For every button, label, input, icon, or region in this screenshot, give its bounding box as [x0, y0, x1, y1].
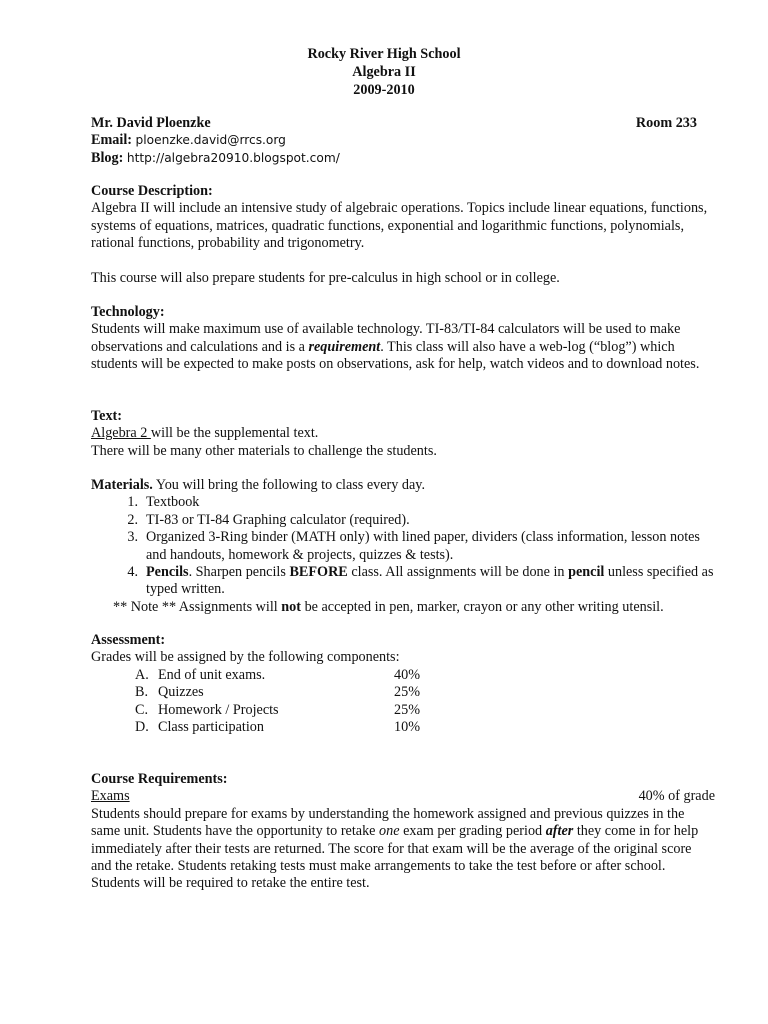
room-number: Room 233	[635, 115, 697, 131]
requirements-heading: Course Requirements:	[91, 771, 228, 787]
blog-link[interactable]: http://algebra20910.blogspot.com/	[126, 150, 340, 165]
materials-note: ** Note ** Assignments will not be accepted in pen, marker, crayon or any other writing utensil.	[113, 598, 664, 615]
list-item: 4. Pencils. Sharpen pencils BEFORE class. All assignments will be done in pencil unless specified as typed written.	[127, 564, 714, 598]
email-link[interactable]: ploenzke.david@rrcs.org	[135, 133, 286, 148]
book-title: Algebra 2	[91, 425, 151, 442]
materials-intro-line: Materials. You will bring the following to class every day.	[91, 477, 426, 493]
description-paragraph: Algebra II will include an intensive study of algebraic operations. Topics include linear equations, functions, systems of equations, matrices, quadratic functions, exponential and logarithmic functions, polynomials, rational functions, probability and trigonometry.	[91, 200, 708, 252]
list-item: 1. Textbook	[127, 494, 200, 511]
assessment-section	[91, 632, 721, 736]
requirement-emphasis: requirement	[308, 338, 381, 355]
description-heading: Course Description:	[91, 183, 213, 199]
document-header	[0, 45, 768, 99]
text-line-2: There will be many other materials to challenge the students.	[91, 442, 437, 459]
list-item: 2. TI-83 or TI-84 Graphing calculator (required).	[127, 511, 410, 528]
course-requirements	[91, 771, 715, 893]
teacher-info: Mr. David Ploenzke Room 233 Email: ploenzke.david@rrcs.org Blog: http://algebra20910.blogspot.com/	[91, 115, 697, 166]
materials-section	[91, 477, 721, 616]
course-description	[91, 183, 721, 287]
text-section	[91, 408, 721, 460]
grade-components	[135, 667, 721, 737]
precalc-paragraph: This course will also prepare students for pre-calculus in high school or in college.	[91, 269, 560, 286]
grade-row: C. Homework / Projects 25%	[135, 701, 421, 718]
grade-row: B. Quizzes 25%	[135, 684, 421, 701]
grade-row: A. End of unit exams. 40%	[135, 666, 421, 683]
course-title: Algebra II	[352, 64, 416, 80]
pencils-label: Pencils	[146, 564, 189, 581]
exams-paragraph: Students should prepare for exams by understanding the homework assigned and previous quizzes in the same unit. Students have the opportunity to retake one exam per grading period after they come in for help immediately after their tests are returned. The score for that exam will be the average of the original score and the retake. Students retaking tests must make arrangements to take the test before or after school. Students will be required to retake the entire test.	[91, 805, 699, 892]
technology-paragraph: Students will make maximum use of available technology. TI-83/TI-84 calculators will be used to make observations and calculations and is a requirement. This class will also have a web-log (“blog”) which students will be expected to make posts on observations, ask for help, watch videos and to download notes.	[91, 321, 700, 373]
technology-heading: Technology:	[91, 304, 165, 320]
assessment-intro: Grades will be assigned by the following components:	[91, 649, 400, 666]
school-name: Rocky River High School	[307, 46, 461, 62]
email-label: Email	[91, 132, 128, 149]
assessment-heading: Assessment:	[91, 632, 166, 648]
technology-section	[91, 304, 721, 374]
list-item: 3. Organized 3-Ring binder (MATH only) with lined paper, dividers (class information, lesson notes and handouts, homework & projects, quizzes & tests).	[127, 529, 700, 563]
text-heading: Text:	[91, 408, 122, 424]
exams-label: Exams	[91, 788, 130, 805]
school-year: 2009-2010	[353, 82, 415, 98]
grade-row: D. Class participation 10%	[135, 719, 421, 736]
materials-heading: Materials.	[91, 477, 153, 493]
exams-weight: 40% of grade	[638, 788, 715, 805]
teacher-name: Mr. David Ploenzke	[91, 115, 211, 131]
blog-label: Blog:	[91, 149, 124, 166]
text-line-1: Algebra 2 will be the supplemental text.	[91, 425, 319, 442]
